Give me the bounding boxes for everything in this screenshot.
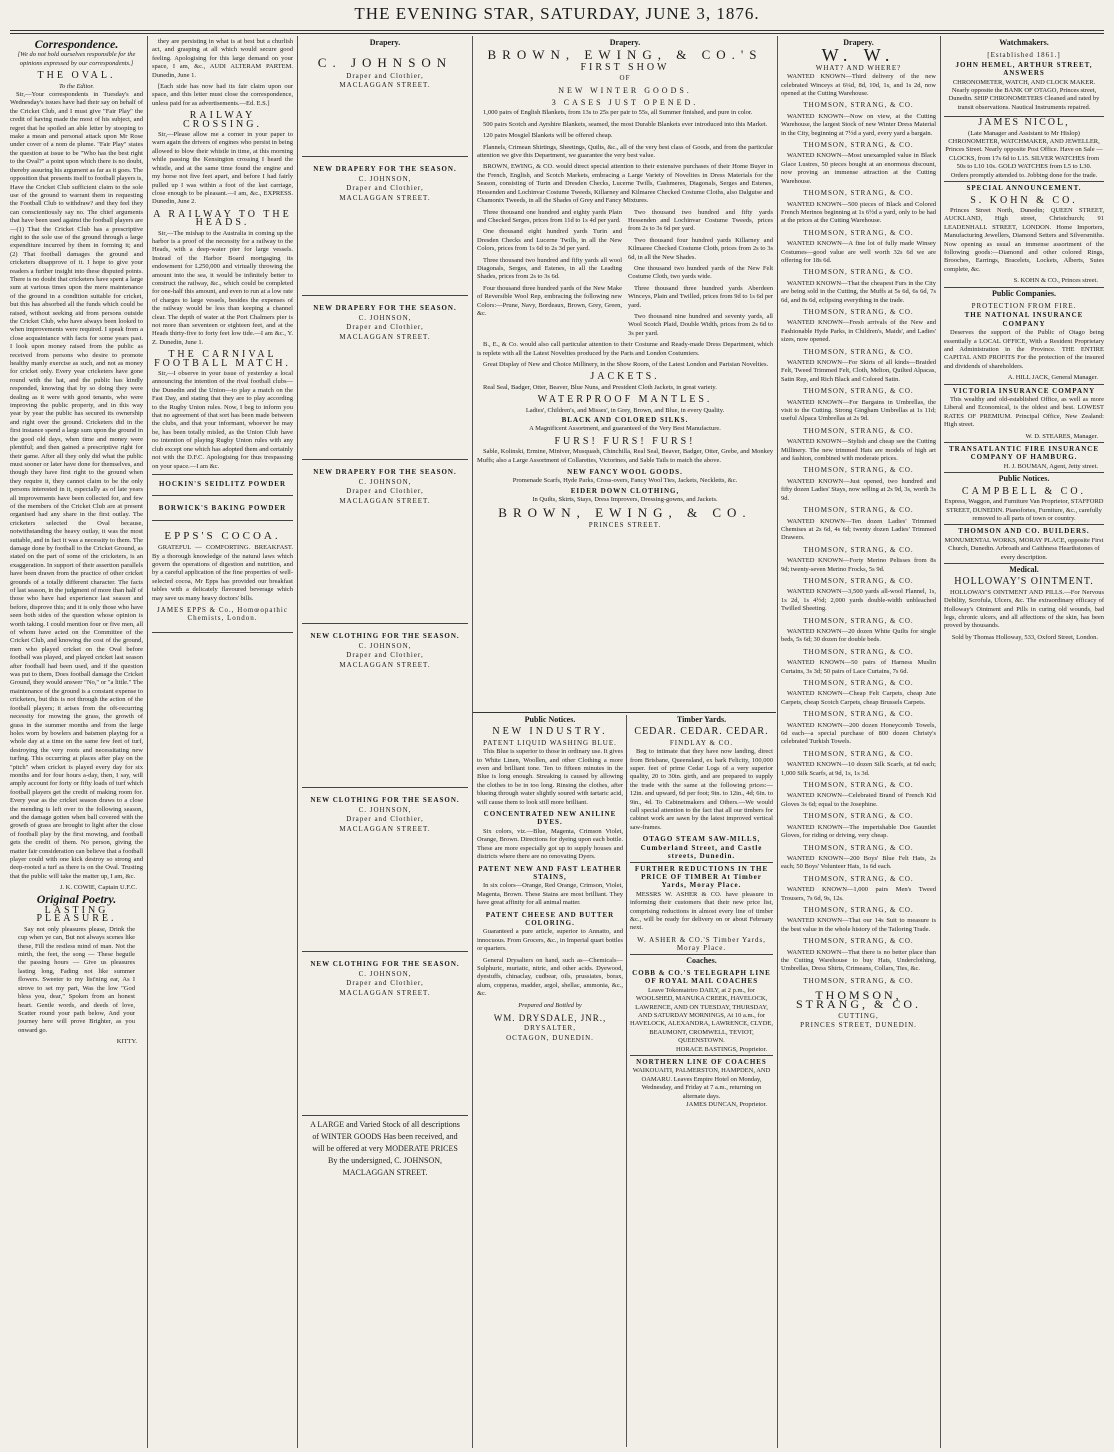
poem-text: Say not only pleasures please, Drink the cup when ye can, But not always scenes like these, Fill the restless mind of man. Not the mirth, the feet, the song — These beguile the passing hours — Give us pleasures lasting long, Fading not like summer flowers. Sweeter to my list'ning ear, As I strove to set my part, Was the low "God bless you, dear," Spoken from an honest heart. Gentle words, and deeds of love, Scatter round your path below, And your journey here will prove Brighter, as you onward go. [18,925,135,1034]
wanted-item: WANTED KNOWN—Just opened, two hundred and fifty dozen Ladies' Stays, now selling at 2s 9d, 3s, worth 3s 9d. [781,477,936,502]
ad-paragraph: BROWN, EWING, & CO. would direct special attention to their extensive purchases of their Home Buyer in the French, English, and Scotch Markets, embracing a Large Variety of Novelties in Dress Materials for the Season, consisting of Turin and Dresden Checks, Lucerne Twills, Cashmeres, Diagonals, Serges and Estenes, Hessenden and Lochinvar Costume Tweeds, Killarney and Kilmaree Checked Costume Cloths, also Dalguise and Chamonix Tweeds, in all the Shades of Grey and Fancy Mixtures. [477,163,773,205]
ad-epps [152,524,293,633]
ad-item: Two thousand nine hundred and seventy yards, all Wool Scotch Plaid, Double Width, prices from 2s 6d to 3s per yard. [628,312,773,337]
notice-body: Guaranteed a pure article, superior to Annatto, and innocuous. From Grocers, &c., in Imperial quart bottles or quarters. [477,928,623,953]
ad-title: HOLLOWAY'S OINTMENT. [954,576,1094,588]
ad-body: Deserves the support of the Public of Otago being essentially a LOCAL OFFICE, With a Resident Proprietary and Administration in the Province. THE ENTIRE CAPITAL AND PROFITS For the protection of the insured and dividends of shareholders. [944,329,1104,370]
wanted-item: WANTED KNOWN—Fresh arrivals of the New and Fashionable Hyde Parks, in Children's, Maids', and Ladies' sizes, now opened. [781,319,936,344]
ad-line: MACLAGGAN STREET. [339,496,431,505]
wanted-item-firm: THOMSON, STRANG, & CO. [803,576,914,585]
letter-to: To the Editor. [59,82,94,90]
ad-show: FIRST SHOW [580,61,670,73]
ad-title: W. W. [821,45,896,66]
notice-sign: W. ASHER & CO.'S Timber Yards, Moray Place. [637,935,766,953]
notice-signature: JAMES DUNCAN, Proprietor. [686,1101,767,1109]
ad-item: Three thousand two hundred and fifty yards all wool Diagonals, Serges, and Estenes, in all the Leading Shades, prices from 2s to 3s 6d. [477,256,622,281]
ad-line: MACLAGGAN STREET. [339,81,431,90]
letter-title: THE CARNIVAL FOOTBALL MATCH. [154,349,291,369]
section-rule [473,712,776,713]
top-rule [10,30,1104,31]
wanted-item-firm: THOMSON, STRANG, & CO. [803,268,914,277]
column-header: Watchmakers. [999,38,1049,47]
ad-item: Three thousand one hundred and eighty yards Plain and Checked Serges, prices from 11d to 1s 4d per yard. [477,208,622,224]
wanted-item: WANTED KNOWN—That there is no better place than the Cutting Warehouse to buy Hats, Underclothing, Umbrellas, Dress Shirts, Crimeans, Collars, Ties, &c. [781,948,936,973]
wanted-item: WANTED KNOWN—For Bargains in Umbrellas, the visit to the Cutting. Strong Gingham Umbrellas at 1s 11d; useful Alpaca Umbrellas at 2s 9d. [781,398,936,423]
poem-signature: KITTY. [116,1038,137,1046]
notice-subtitle: PATENT CHEESE AND BUTTER COLORING. [485,910,615,927]
wanted-item: WANTED KNOWN—Cheap Felt Carpets, cheap Jute Carpets, cheap Scotch Carpets, cheap Brussels Carpets. [781,690,936,706]
column-header: Timber Yards. [676,715,727,724]
ad-title: BORWICK'S BAKING POWDER [158,504,287,513]
ad-johnson [302,160,468,296]
top-rule-2 [10,33,1104,34]
ad-body: HOLLOWAY'S OINTMENT AND PILLS.—For Nervous Debility, Scrofula, Ulcers, &c. The extraordinary efficacy of Holloway's Ointment and Pills in curing old wounds, bad legs, chronic ulcers, and all affections of the skin, has been proved by thousands. [944,588,1104,630]
letter-body: Sir,—I observe in your issue of yesterday a local announcing the intention of the rival football clubs—the Dunedin and the Union—to play a match on the Fast Day, and stating that they are to play according to the Rugby Union rules. Now, I beg to inform you that no agreement of that sort has been made between the clubs, and that your informant, whoever he may be, has been totally misled, as the Union Club have no intention of playing Rugby Union rules with any club except one which has adopted them and certainly not with the D.F.C. Apologising for thus trespassing on your space.—I am &c. [152,370,293,470]
ad-line: Draper and Clothier, [346,815,424,824]
ad-name: NEW CLOTHING FOR THE SEASON. [310,960,460,969]
ad-name: NEW CLOTHING FOR THE SEASON. [310,632,460,641]
wanted-item: WANTED KNOWN—1,000 pairs Men's Tweed Trousers, 7s 6d, 9s, 12s. [781,886,936,902]
column-header: Public Notices. [944,472,1104,483]
wanted-item: WANTED KNOWN—200 dozen Honeycomb Towels, 6d each—a special purchase of 800 dozen Christy's celebrated Turkish Towels. [781,721,936,746]
ad-line: Draper and Clothier, [346,487,424,496]
ad-firm-name: BROWN, EWING, & CO.'S [487,47,763,63]
ad-note: Orders promptly attended to. Jobbing done for the trade. [950,171,1098,179]
ad-line: C. JOHNSON, [358,641,412,650]
ad-items-right [628,209,773,342]
ad-paragraph: 120 pairs Mosgiel Blankets will be offered cheap. [483,132,613,140]
ad-body: Princes Street North, Dunedin; QUEEN STREET, AUCKLAND, High street, Christchurch; 91 LEADENHALL STREET, LONDON. Home Importers, Manufacturing Jewellers, Diamond Setters and Silversmiths. Now opening as usual an immense assortment of the following goods:—Diamond and other colored Rings, Brooches, Earrings, Bracelets, Lockets, Alberts, Sutes complete, &c. [944,206,1104,273]
ad-sign: W. D. STEARES, Manager. [1025,432,1098,440]
wanted-item: WANTED KNOWN—500 pieces of Black and Colored French Merinos beginning at 1s 6½d a yard, only to be had at the prices at the Cutting Warehouse. [781,200,936,225]
ad-sign: THOMSON, STRANG, & CO. [795,988,921,1011]
column-thomson-strang [781,38,936,1446]
established: [Established 1861.] [987,51,1061,60]
ad-item: Two thousand four hundred yards Killarney and Kilmaree Checked Costume Cloth, prices from 2s to 3s 6d, in all the New Shades. [628,236,773,261]
ad-body: MONUMENTAL WORKS, MORAY PLACE, opposite First Church, Dunedin. Arbroath and Caithness Hearthstones of every description. [944,536,1104,561]
wanted-item-firm: THOMSON, STRANG, & CO. [803,905,914,914]
ad-subhead: FURS! FURS! FURS! [554,435,696,447]
letter-title: THE OVAL. [37,70,116,82]
ad-line: C. JOHNSON, [358,313,412,322]
notice-title: CEDAR. CEDAR. CEDAR. [634,726,769,738]
column-header: Public Notices. [524,715,576,724]
ad-sign: BROWN, EWING, & CO. [498,504,752,520]
ad-paragraph: Sable, Kolinski, Ermine, Miniver, Musquash, Chinchilla, Real Seal, Beaver, Badger, Otter, Grebe, and Monkey Muffs; also a Large Assortment of Collarettes, Victorines, and Sable Tails to match the above. [477,448,773,464]
ad-line: MACLAGGAN STREET. [339,988,431,997]
column-divider [147,36,148,1448]
ad-items-grid [477,209,773,342]
ad-johnson [302,299,468,460]
ad-line: C. JOHNSON, [358,477,412,486]
wanted-item-firm: THOMSON, STRANG, & CO. [803,781,914,790]
notice-subtitle: CONCENTRATED NEW ANILINE DYES. [483,810,617,827]
letter-continuation: they are persisting in what is at best but a churlish act, and grasping at all which would secure good feeling. Apologising for this large demand on your space, I am, &c., AUDI ALTERAM PARTEM. Dunedin, June 1. [152,38,293,79]
wanted-item-firm: THOMSON, STRANG, & CO. [803,228,914,237]
ad-johnson [302,791,468,952]
ad-title: JOHN HEMEL, ARTHUR STREET, ANSWERS [955,60,1093,78]
ad-paragraph: A Magnificent Assortment, and guaranteed of the Very Best Manufacture. [529,425,721,433]
ad-title: VICTORIA INSURANCE COMPANY [944,384,1104,395]
ad-of: OF [619,74,631,83]
ad-title: S. KOHN & CO. [970,194,1078,206]
ad-body: GRATEFUL — COMFORTING. BREAKFAST. By a thorough knowledge of the natural laws which govern the operations of digestion and nutrition, and by a careful application of the fine properties of well-selected cocoa, Mr Epps has provided our breakfast tables with a delicately flavoured beverage which may save us many heavy doctors' bills. [152,544,293,602]
ad-item: Four thousand three hundred yards of the New Make of Reversible Wool Rep, embracing the following new Colors:—Prune, Navy, Bordeaux, Brown, Grey, Green, &c. [477,284,622,317]
ad-subtitle: WHAT? AND WHERE? [815,63,902,72]
letter-title: A RAILWAY TO THE HEADS. [153,208,292,229]
ad-paragraph: 500 pairs Scotch and Ayrshire Blankets, seamed, the most Durable Blankets ever introduced into this Market. [483,120,768,128]
ad-title: EPPS'S COCOA. [164,529,281,542]
wanted-item-firm: THOMSON, STRANG, & CO. [803,347,914,356]
column-public-notices [477,715,623,1445]
notice-title: NEW INDUSTRY. [492,726,608,738]
ad-subhead: EIDER DOWN CLOTHING, [570,486,680,495]
ad-winter-goods: A LARGE and Varied Stock of all descriptions of WINTER GOODS Has been received, and will be offered at very MODERATE PRICES By the undersigned, C. JOHNSON, MACLAGGAN STREET. [310,1120,460,1178]
wanted-item: WANTED KNOWN—Stylish and cheap see the Cutting Millinery. The new trimmed Hats are models of high art and fashion, combined with moderate prices. [781,438,936,463]
ad-title: JAMES NICOL, [944,116,1104,127]
wanted-item-firm: THOMSON, STRANG, & CO. [803,141,914,150]
ad-line: C. JOHNSON, [358,969,412,978]
column-divider [626,715,627,1447]
ad-body: This wealthy and old-established Office, as well as more Liberal and Economical, is the oldest and best. LOWEST RATES OF PREMIUM. Principal Office, New Zealand: High street. [944,396,1104,429]
wanted-item-firm: THOMSON, STRANG, & CO. [803,545,914,554]
ad-line: Draper and Clothier, [346,979,424,988]
ad-seidlitz [152,474,293,496]
ad-sign: Sold by Thomas Holloway, 533, Oxford Street, London. [951,633,1098,641]
column-divider [777,36,778,1448]
ad-item: One thousand eight hundred yards Turin and Dresden Checks and Lucerne Twills, in all the New Colors, prices from 1s 6d to 2s 3d per yard. [477,228,622,253]
ad-goods: NEW WINTER GOODS. [558,85,692,95]
letter-signature: J. K. COWIE, Captain U.F.C. [59,884,137,892]
ad-title: THE NATIONAL INSURANCE COMPANY [964,311,1084,328]
section-title: Correspondence. [34,38,119,51]
ad-line: C. JOHNSON, [358,805,412,814]
ad-items-left [477,209,622,342]
wanted-item: WANTED KNOWN—200 Boys' Blue Felt Hats, 2s each; 50 Boys' Volunteer Hats, 1s 6d each. [781,854,936,871]
wanted-item: WANTED KNOWN—That our 14s Suit to measure is the best value in the whole history of the Tailoring Trade. [781,917,936,933]
column-drapery-johnson [302,38,468,1446]
ad-line: Draper and Clothier, [346,323,424,332]
wanted-item-firm: THOMSON, STRANG, & CO. [803,387,914,396]
editor-note: [Each side has now had its fair claim upon our space, and this letter must close the correspondence, unless paid for as advertisements.—Ed. E.S.] [152,83,293,107]
wanted-item: WANTED KNOWN—3,500 yards all-wool Flannel, 1s, 1s 2d, 1s 4½d; 2,000 yards double-width unbleached Twilled Sheeting. [781,588,936,613]
ad-borwick [152,499,293,520]
notice-subtitle: COBB & CO.'S TELEGRAPH LINE OF ROYAL MAIL COACHES [632,968,771,986]
poem-title: LASTING PLEASURE. [36,905,117,925]
column-watchmakers [944,38,1104,1446]
wanted-item: WANTED KNOWN—For Skirts of all kinds—Braided Felt, Tweed Trimmed Felt, Cloth, Melton, Quilted Alpacas, Satin Rep, and Rich Black and Colored Satin. [781,359,936,383]
ad-sign: A. HILL JACK, General Manager. [1007,374,1098,382]
column-correspondence [10,38,143,1446]
ad-johnson [302,463,468,624]
ad-cutting: CUTTING, [838,1012,879,1020]
wanted-list [781,73,936,985]
ad-line: Draper and Clothier, [346,651,424,660]
wanted-item-firm: THOMSON, STRANG, & CO. [803,749,914,758]
wanted-item: WANTED KNOWN—50 pairs of Harness Muslin Curtains, 3s 3d; 50 pairs of Lace Curtains, 7s 6d. [781,659,936,675]
column-header: Coaches. [630,954,773,965]
ad-paragraph: Great Display of New and Choice Millinery, in the Show Room, of the Latest London and Parisian Novelties. [483,361,769,368]
notice-prepared: Prepared and Bottled by [518,1001,582,1009]
wanted-item-firm: THOMSON, STRANG, & CO. [803,812,914,821]
column-divider [940,36,941,1448]
letter-body: Sir,—Please allow me a corner in your paper to warn again the drivers of engines who persist in being allowed to blow their whistle in time, at this morning while passing the Kensington crossing I heard the whistle, and at the same time found the engine and my horse not five feet apart, and before I had fairly pulled up I was within a foot of the last carriage, close enough to be pleasant.—I am, &c., EXPRESS. Dunedin, June 2. [152,131,293,206]
ad-firm: JAMES EPPS & Co., Homœopathic Chemists, London. [157,605,288,623]
ad-johnson [302,51,468,157]
wanted-item: WANTED KNOWN—Ten dozen Ladies' Trimmed Chemises at 2s 6d, 4s 6d; twenty dozen Ladies' Trimmed Drawers. [781,517,936,542]
ad-line: Draper and Clothier, [346,184,424,193]
wanted-item: WANTED KNOWN—Most unexampled value in Black Glace Lustres, 50 pieces bought at an enormous discount, now proving an immense attraction at the Cutting Warehouse. [781,152,936,185]
notice-body: Leave Tokomairiro DAILY, at 2 p.m., for WOOLSHED, MANUKA CREEK, HAVELOCK, LAWRENCE, AND ON TUESDAY, THURSDAY, AND SATURDAY MORNINGS, At 10 a.m., for HAVELOCK, ALEXANDRA, LAWRENCE, CLYDE, BEAUMONT, CROMWELL, TEVIOT, QUEENSTOWN. [630,986,773,1045]
ad-paragraph: B., E., & Co. would also call particular attention to their Costume and Ready-made Dress Department, which is replete with all the Latest Novelties produced by the Paris and London Costumiers. [477,341,773,357]
ad-sign: S. KOHN & CO., Princes street. [1013,277,1098,285]
ad-sign: H. J. BOUMAN, Agent, Jetty street. [1003,462,1098,470]
column-header: Drapery. [843,38,874,47]
ad-body: Express, Waggon, and Furniture Van Proprietor, STAFFORD STREET, DUNEDIN. Pianofortes, Furniture, &c., carefully removed to all parts of town or country. [944,498,1104,522]
ad-subhead: JACKETS. [590,371,660,383]
ad-name: C. JOHNSON [317,55,453,71]
ad-subhead: BLACK AND COLORED SILKS. [561,416,689,425]
column-header: Public Companies. [944,287,1104,298]
notice-body: Beg to intimate that they have now landing, direct from Brisbane, Queensland, ex bark Felicity, 100,000 super. feet of prime Cedar Logs of a very superior quality, 20 to 30in. girth, and are prepared to supply the trade with the same at the following prices:— 12in. and upward, 6d per foot; 9in. to 12in., 4d; 6in. to 9in., 4d. To Cabinetmakers and Others.—We would call special attention to the fact that all our timbers for cabinet work are sawn by the latest improved vertical saw-frames. [630,748,773,831]
column-header: Medical. [944,563,1104,574]
notice-body: Six colors, viz.—Blue, Magenta, Crimson Violet, Orange, Brown. Directions for dyeing upon each bottle. These are more especially got up to supply houses and districts where there are no renovating Dyers. [477,827,623,861]
notice-trade: DRYSALTER, [524,1024,576,1033]
wanted-item-firm: THOMSON, STRANG, & CO. [803,710,914,719]
notice-subtitle: NORTHERN LINE OF COACHES [630,1055,773,1066]
wanted-item-firm: THOMSON, STRANG, & CO. [803,937,914,946]
notice-body: MESSRS W. ASHER & CO. have pleasure in informing their customers that their new price list, comprising reductions in almost every line of timber &c., will be ready for delivery on or about February next. [630,890,773,932]
wanted-item: WANTED KNOWN—Third delivery of the new celebrated Winceys at 6¼d, 8d, 10d, 1s, and 1s 2d, now opened at the Cutting Warehouse. [781,73,936,98]
notice-place: OCTAGON, DUNEDIN. [506,1033,594,1042]
ad-name: NEW DRAPERY FOR THE SEASON. [313,165,457,174]
ad-title: TRANSATLANTIC FIRE INSURANCE COMPANY OF HAMBURG. [944,442,1104,462]
wanted-item: WANTED KNOWN—The imperishable Doe Gauntlet Gloves, for riding or driving, very cheap. [781,823,936,840]
notice-name: WM. DRYSDALE, JNR., [493,1013,607,1023]
wanted-item-firm: THOMSON, STRANG, & CO. [803,843,914,852]
ad-line: MACLAGGAN STREET. [339,824,431,833]
ad-line: C. JOHNSON, [358,174,412,183]
poetry-section-title: Original Poetry. [36,891,117,906]
ad-line: MACLAGGAN STREET. [339,193,431,202]
ad-subtitle: PROTECTION FROM FIRE. [971,301,1077,310]
column-divider [297,36,298,1448]
wanted-item-firm: THOMSON, STRANG, & CO. [803,647,914,656]
wanted-item-firm: THOMSON, STRANG, & CO. [803,189,914,198]
ad-title: HOCKIN'S SEIDLITZ POWDER [158,479,287,488]
ad-item: One thousand two hundred yards of the New Felt Costume Cloth, two yards wide. [628,264,773,281]
column-divider [472,36,473,1448]
column-header: Drapery. [369,38,401,47]
ad-line: MACLAGGAN STREET. [339,660,431,669]
wanted-item-firm: THOMSON, STRANG, & CO. [803,679,914,687]
wanted-item-firm: THOMSON, STRANG, & CO. [803,101,914,110]
ad-paragraph: Real Seal, Badger, Otter, Beaver, Blue Nuns, and President Cloth Jackets, in great variety. [483,383,717,391]
wanted-item-firm: THOMSON, STRANG, & CO. [803,307,914,316]
wanted-item: WANTED KNOWN—That the cheapest Furs in the City are being sold in the Cutting, the Muffs at 5s 6d, 6s 6d, 7s 6d, and 8s 6d, eclipsing everything in the trade. [781,279,936,304]
wanted-item: WANTED KNOWN—20 dozen White Quilts for single beds, 5s 6d; 30 dozen for double beds. [781,627,936,644]
ad-body: (Late Manager and Assistant to Mr Hislop) CHRONOMETER, WATCHMAKER, AND JEWELLER, Princes Street. Nearly opposite Post Office. Have on Sale — CLOCKS, from 17s 6d to L15. SILVER WATCHES from 50s to L10 10s. GOLD WATCHES from L5 to L30. [945,129,1103,171]
ad-line: Draper and Clothier, [346,71,424,80]
wanted-item: WANTED KNOWN—Celebrated Brand of French Kid Gloves 3s 6d; equal to the Josephine. [781,792,936,808]
notice-subtitle: FURTHER REDUCTIONS IN THE PRICE OF TIMBER At Timber Yards, Moray Place. [630,862,773,890]
ad-cases: 3 CASES JUST OPENED. [551,98,699,108]
column-letters [152,38,293,1446]
letter-body: Sir,—The mishap to the Australia in coming up the harbor is a proof of the necessity for a railway to the Heads, with a deep-water pier for large vessels. Instead of the Harbor Board mortgaging its endowment for L250,000 and virtually throwing the amount into the sea, it would be infinitely better to construct the railway, &c., which could be completed for one-half this amount, and even to run at a low rate of charges to large vessels, besides the expenses of the railway would be less than keeping a channel clear. The depth of water at the Port Chalmers pier is not more than seventeen or eighteen feet, and at the Heads thirty-five to forty feet low tide.—I am &c., Y. Z. Dunedin, June 1. [152,229,293,346]
ad-paragraph: Flannels, Crimean Shirtings, Sheetings, Quilts, &c., all of the very best class of Goods, and from the particular attention we give this Department, we guarantee the very best value. [477,143,773,160]
ad-title: THOMSON AND CO. BUILDERS. [944,524,1104,535]
column-header: Drapery. [609,38,641,47]
notice-subtitle: PATENT LIQUID WASHING BLUE. [483,738,617,747]
wanted-item-firm: THOMSON, STRANG, & CO. [803,874,914,883]
ad-name: NEW DRAPERY FOR THE SEASON. [313,304,457,313]
ad-street: PRINCES STREET. [588,521,662,530]
ad-subhead: NEW FANCY WOOL GOODS. [567,468,683,477]
ad-title: CAMPBELL & CO. [961,485,1087,497]
notice-signature: HORACE BASTINGS, Proprietor. [675,1045,767,1053]
ad-johnson [302,627,468,788]
wanted-item: WANTED KNOWN—Now on view, at the Cutting Warehouse, the largest Stock of new Winter Dress Material in the City, beginning at 7½d a yard, every yard a bargain. [781,112,936,137]
notice-subtitle: PATENT NEW AND FAST LEATHER STAINS, [478,864,622,881]
wanted-item: WANTED KNOWN—Forty Merino Pelisses from 8s 9d; twenty-seven Merino Frocks, 5s 9d. [781,557,936,573]
notice-body: In six colors—Orange, Red Orange, Crimson, Violet, Magenta, Brown. These Stains are most brilliant. They have great affinity for all animal matter. [477,882,623,907]
wanted-item-firm: THOMSON, STRANG, & CO. [803,976,914,985]
ad-paragraph: Ladies', Children's, and Misses', in Grey, Brown, and Blue, in every Quality. [525,406,725,414]
wanted-item: WANTED KNOWN—10 dozen Silk Scarfs, at 6d each; 1,000 Silk Scarfs, at 9d, 1s, 1s 3d. [781,761,936,777]
notice-body: General Drysalters on hand, such as—Chemicals—Sulphuric, muriatic, nitric, and other acids. Dyewood, dyestuffs, chinaclay, cudbear, oils, prussiates, borax, alum, copperas, madder, argol, shellac, ammonia, &c., &c. [477,956,623,998]
ad-name: NEW DRAPERY FOR THE SEASON. [313,468,457,477]
notice-body: This Blue is superior to those in ordinary use. It gives to White Linen, Woollen, and other Clothing a more even and brilliant tone. Ten to fifteen minutes in the Blue is long enough. Streaking is caused by allowing the clothes to be in too long. Rinsing the clothes, after blueing through water slightly soured with tartaric acid, will cause them to look still more brilliant. [477,748,623,806]
wanted-item: WANTED KNOWN—A fine lot of fully made Winsey Costumes—good value are well worth 32s 6d we are offering for 18s 6d. [781,240,936,264]
column-timber-coaches [630,715,773,1445]
column-brown-ewing [477,38,773,718]
masthead: THE EVENING STAR, SATURDAY, JUNE 3, 1876. [354,4,760,23]
ad-johnson [302,955,468,1116]
wanted-item-firm: THOMSON, STRANG, & CO. [803,616,914,625]
ad-line: MACLAGGAN STREET. [339,332,431,341]
ad-subtitle: SPECIAL ANNOUNCEMENT. [944,181,1104,192]
ad-item: Two thousand two hundred and fifty yards Hessenden and Lochinvar Costume Tweeds, prices from 2s to 3s 6d per yard. [628,208,773,233]
notice-firm: FINDLAY & CO. [669,738,734,747]
notice-body: WAIKOUAITI, PALMERSTON, HAMPDEN, AND OAMARU. Leaves Empire Hotel on Monday, Wednesday, and Friday at 7 a.m., returning on alternate days. [632,1067,771,1100]
ad-subhead: WATERPROOF MANTLES. [537,394,713,406]
notice-subtitle: OTAGO STEAM SAW-MILLS, Cumberland Street, and Castle streets, Dunedin. [640,835,763,861]
wanted-item-firm: THOMSON, STRANG, & CO. [803,506,914,515]
letter-body: Sir,—Your correspondents in Tuesday's and Wednesday's issues have had their say on behalf of the Cricket Club, and I must give "Fair Play" the credit of having made the most of his subject, and regret that he spoiled an able letter by stooping to make a mean and personal attack upon Mr Rose under cover of a nom de plume. "Fair Play" states the question at issue to be "Who has the best right to the Oval?" a point upon which there is no doubt, thereby assuring his argument as far as it goes. The opposition that presents itself to football players is, Have the Cricket Club sufficient claim to the sole use of the ground to warrant them in requesting the Football Club to withdraw? and they feel they can conscientiously say no. The chief arguments that have been used against the football players are—(1) That the Cricket Club has a prescriptive right to the sole use of the ground through a large expenditure incurred by them in forming it; and (2) That football damages the ground and cricketers disapprove of it. I hope to give your readers a further insight into these disputed points. There is no doubt that cricketers have spent a large sum at various times upon the mere maintenance of the ground in a condition suitable for cricket, but this has absorbed all the funds which could be raised, without seeking aid from persons outside the Cricket Club, who have always been looked to when improvements were required. I speak from a close acquaintance with facts for some years past. I look upon money raised from the public as received from persons who desire to promote healthy manly exercise as such, and not as money for cricket only. Every year cricketers have gone round with the hat, and the public has kindly responded, knowing that by so doing they were dealing as it were with good tenants, who were improving the public property, and in this way year by year the public has secured its ownership and right over the ground. Cricketers did in the first instance spend a large sum upon the ground in the good old days, when time and money were plentiful; and then gained a prescriptive right for their game. After all they only did what the public must sooner or later have done for themselves, and though they have first right to the ground when they require it, they cannot claim to be the only persons interested in it, especially as of late years all improvements have been collected for, and few of the members of the Cricket Club are at present organised had any share in the first outlay. The cricketers selected the Oval because, notwithstanding the heavy outlay, it was the most suitable, and in fact it was a necessity to them. The damage done by football to the Cricket Ground, as stated on the part of some of the cricketers, is an exaggeration. In support of their assertion parallels have been drawn from the practice of other cricket grounds of a totally different character. The facts of last season, in the judgment of more than half of those who have had experience last season and before, disprove this; and it is only those who have seen both sides of the question whose opinion is worth taking. I could mention four or five men, all of whom have acted on the Committee of the Cricket Club, and knowing the cost of the ground, men who played cricket on the Oval before football was played, and played cricket last season after football had been used, and if the question was put to them, Does football damage the Cricket Ground, they would answer "No," or "a little." The maintenance of the ground is a constant expense to cricketers, but this is not through the action of the football players; it arises from the oft-recurring necessity for mowing the grass, the growth of grass in the summer months and from the large holes worn by bowlers and batsmen playing for a whole day at a time on the same few feet of turf, destroying the very roots and necessitating new turfing. This occurring at places after play on the "pitch" when cricket is played every day for six months and for four hours a-day, then, I say, will amply account for forty or fifty loads of turf which football players get the credit of making room for. Every year as the cricket season draws to a close the mending is left over to the following season, and the damage gotten when ball covered with the growth of grass are brought to light after the close of football play by the first mowing, and football gets the credit of them. No person, giving the matter fair consideration can believe that a football player could with one kick destroy so strong and deep-rooted a turf as there is on the Oval. Trusting that the public will take the matter up, I am, &c. [10,91,143,880]
wanted-item-firm: THOMSON, STRANG, & CO. [803,466,914,475]
ad-paragraph: Promenade Scarfs, Hyde Parks, Cross-overs, Fancy Wool Ties, Jackets, Neckletts, &c. [512,477,738,485]
ad-paragraph: 1,000 pairs of English Blankets, from 13s to 25s per pair to 55s, all Summer finished, and pure in color. [483,109,753,117]
wanted-item-firm: THOMSON, STRANG, & CO. [803,426,914,435]
disclaimer: [We do not hold ourselves responsible for the opinions expressed by our correspondents.] [17,51,136,67]
ad-name: NEW CLOTHING FOR THE SEASON. [310,796,460,805]
ad-paragraph: In Quilts, Skirts, Stays, Dress Improvers, Dressing-gowns, and Jackets. [532,496,718,504]
ad-item: Three thousand three hundred yards Aberdeen Winceys, Plain and Twilled, prices from 9d to 1s 6d per yard. [628,284,773,309]
ad-street: PRINCES STREET, DUNEDIN. [800,1021,917,1030]
ad-body: CHRONOMETER, WATCH, AND CLOCK MAKER. Nearly opposite the BANK OF OTAGO, Princes street, Dunedin. SHIP CHRONOMETERS Cleaned and rated by transit observations. Nautical Instruments repaired. [948,78,1100,111]
letter-title: RAILWAY CROSSING. [183,110,262,130]
